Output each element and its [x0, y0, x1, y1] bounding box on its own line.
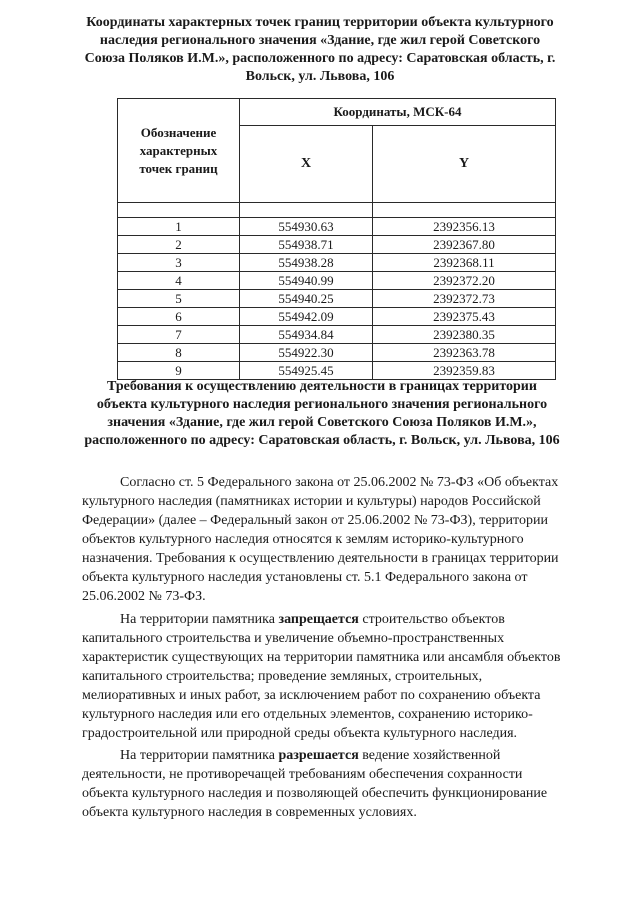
- table-row: 5 554940.25 2392372.73: [118, 290, 556, 308]
- title-line: Союза Поляков И.М.», расположенного по адресу: Саратовская область, г.: [84, 51, 556, 66]
- header-coordinates: Координаты, МСК-64: [240, 99, 556, 126]
- table-row-blank: [118, 203, 556, 218]
- paragraph-permitted: На территории памятника разрешается ведение хозяйственной деятельности, не противоречащей требованиям обеспечения сохранности объекта культурного наследия и позволяющей обеспечить функционирование объекта культурного наследия в современных условиях.: [82, 748, 548, 820]
- coordinates-table: [117, 98, 556, 380]
- table-row: 1 554930.63 2392356.13: [118, 218, 556, 236]
- prohibited-keyword: запрещается: [278, 612, 359, 627]
- requirements-title-line: Требования к осуществлению деятельности в границах территории: [107, 379, 537, 394]
- requirements-title-line: расположенного по адресу: Саратовская область, г. Вольск, ул. Львова, 106: [84, 433, 560, 448]
- header-y: Y: [373, 126, 556, 203]
- title-line: Координаты характерных точек границ территории объекта культурного: [86, 15, 554, 30]
- table-row: 3 554938.28 2392368.11: [118, 254, 556, 272]
- title-line: Вольск, ул. Львова, 106: [245, 69, 395, 84]
- table-row: 7 554934.84 2392380.35: [118, 326, 556, 344]
- requirements-title: [72, 378, 572, 450]
- document-title: [70, 14, 570, 86]
- requirements-title-line: объекта культурного наследия регионального значения регионального: [96, 397, 548, 412]
- permitted-keyword: разрешается: [278, 748, 359, 763]
- requirements-title-line: значения «Здание, где жил герой Советского Союза Поляков И.М.»,: [107, 415, 537, 430]
- table-row: 4 554940.99 2392372.20: [118, 272, 556, 290]
- header-point-label: Обозначение характерных точек границ: [118, 99, 240, 203]
- title-line: наследия регионального значения «Здание, где жил герой Советского: [99, 33, 541, 48]
- header-x: X: [240, 126, 373, 203]
- table-row: 2 554938.71 2392367.80: [118, 236, 556, 254]
- paragraph-prohibited: На территории памятника запрещается строительство объектов капитального строительства и увеличение объемно-пространственных характеристик существующих на территории памятника или ансамбля объектов капитального строительства; проведение земляных, строительных, мелиоративных и иных работ, за исключением работ по сохранению объекта культурного наследия или его отдельных элементов, сохранению историко- градостроительной или природной среды объекта культурного наследия.: [82, 612, 561, 741]
- paragraph-legal-basis: Согласно ст. 5 Федерального закона от 25.06.2002 № 73-ФЗ «Об объектах культурного наследия (памятниках истории и культуры) народов Российской Федерации» (далее – Федеральный закон от 25.06.2002 № 73-ФЗ), территории объектов культурного наследия относятся к землям историко-культурного назначения. Требования к осуществлению деятельности в границах территории объекта культурного наследия установлены ст. 5.1 Федерального закона от 25.06.2002 № 73-ФЗ.: [82, 475, 559, 604]
- table-row: 8 554922.30 2392363.78: [118, 344, 556, 362]
- table-row: 6 554942.09 2392375.43: [118, 308, 556, 326]
- table-row: 9 554925.45 2392359.83: [118, 362, 556, 380]
